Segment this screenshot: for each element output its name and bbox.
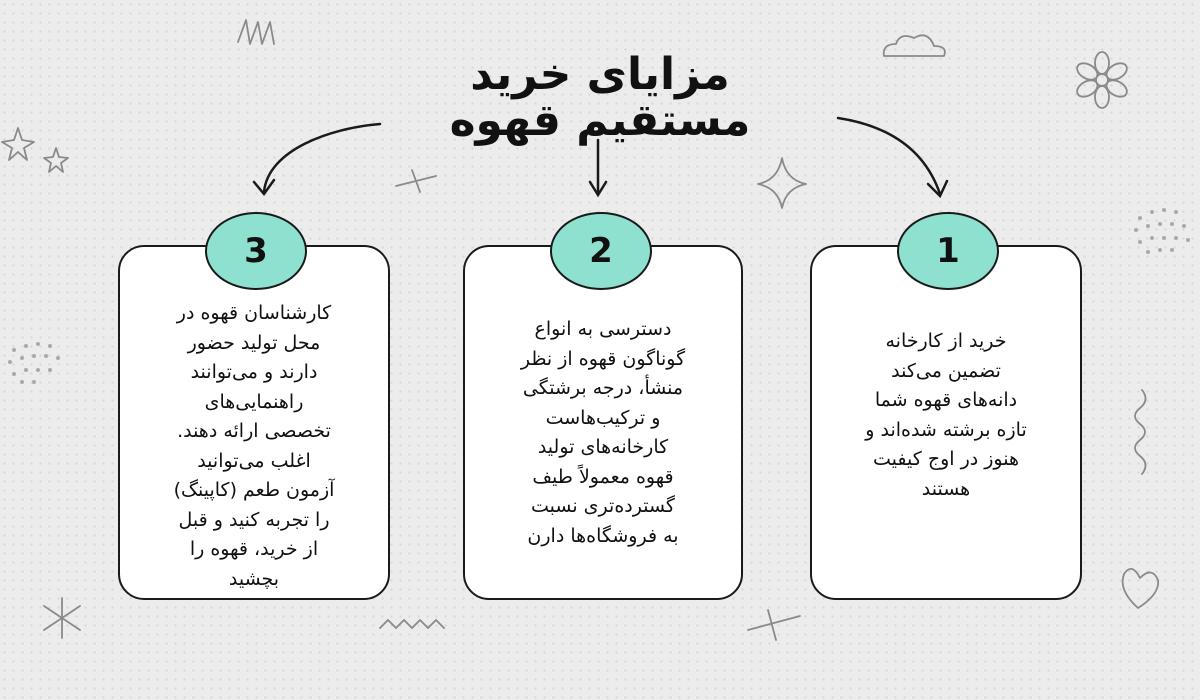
scribble-doodle (238, 20, 274, 44)
page-title (360, 49, 840, 146)
heart-doodle (1123, 569, 1159, 608)
asterisk-doodle (44, 598, 80, 638)
card-2 (463, 245, 743, 600)
zigzag-doodle (380, 620, 444, 628)
card-3 (118, 245, 390, 600)
card-2-number-badge: 2 (550, 212, 652, 290)
title-line-2: مستقیم قهوه (449, 95, 751, 146)
arrow-right (838, 118, 940, 194)
cloud-doodle (884, 35, 945, 56)
star-doodle (2, 128, 34, 160)
card-1-text: خرید از کارخانه تضمین می‌کند دانه‌های قهوه شما تازه برشته شده‌اند و هنوز در اوج کیفیت هستند (865, 330, 1027, 500)
title-line-1: مزایای خرید (470, 49, 730, 100)
card-3-number-badge: 3 (205, 212, 307, 290)
cross-doodle (748, 610, 800, 640)
flower-doodle (1074, 52, 1129, 108)
card-1-number-badge: 1 (897, 212, 999, 290)
sparkle-doodle (758, 158, 806, 208)
cross-doodle (396, 170, 436, 192)
card-3-text: کارشناسان قهوه در محل تولید حضور دارند و می‌توانند راهنمایی‌های تخصصی ارائه دهند. اغلب می‌توانید آزمون طعم (کاپینگ) را تجربه کنید و قبل از خرید، قهوه را بچشید (173, 302, 335, 590)
card-2-text: دسترسی به انواع گوناگون قهوه از نظر منشأ، درجه برشتگی و ترکیب‌هاست کارخانه‌های تولید قهوه معمولاً طیف گسترده‌تری نسبت به فروشگاه‌ها دارن (520, 318, 686, 547)
spiral-doodle (1135, 390, 1146, 474)
card-1 (810, 245, 1082, 600)
star-doodle (44, 148, 68, 172)
